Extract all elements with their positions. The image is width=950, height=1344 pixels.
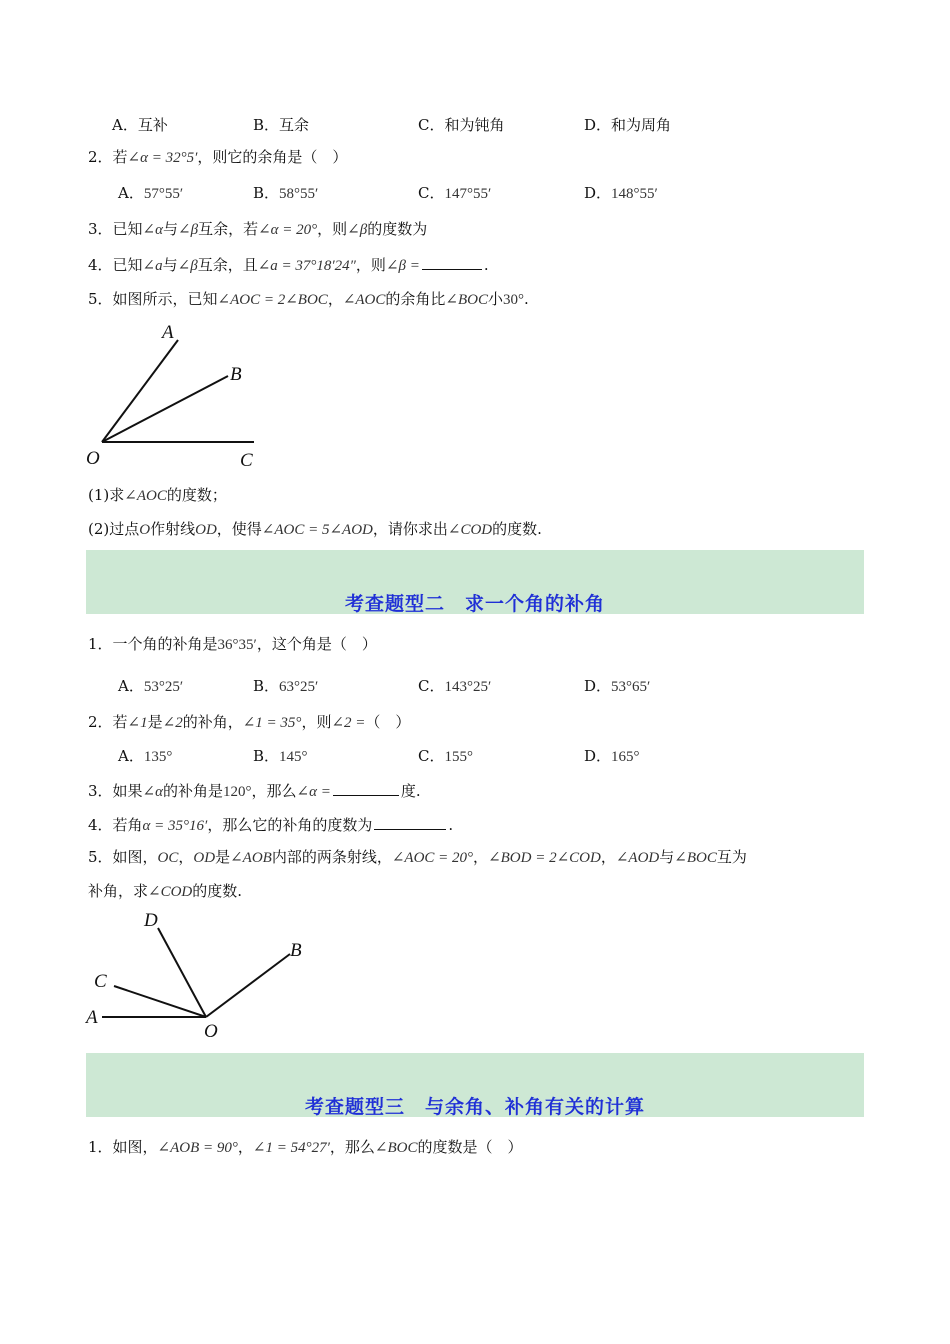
- answer-blank: [333, 781, 399, 796]
- ray-oa: [102, 340, 178, 442]
- s2-question-3: 3．如果∠α的补角是120°，那么∠α = 度.: [88, 782, 421, 800]
- question-5-part-1: (1)求∠AOC的度数；: [88, 486, 227, 504]
- s2q1-option-b: B．63°25′: [253, 677, 319, 695]
- s2q1-option-c: C．143°25′: [418, 677, 492, 695]
- question-5-part-2: (2)过点O作射线OD，使得∠AOC = 5∠AOD，请你求出∠COD的度数.: [88, 520, 542, 538]
- label-c: C: [240, 450, 253, 471]
- option-d: D．和为周角: [584, 116, 672, 134]
- angle-figure-2: [82, 906, 322, 1046]
- label-b: B: [290, 940, 302, 961]
- section-3-header: [86, 1053, 864, 1117]
- label-c: C: [94, 971, 107, 992]
- q2-option-a: A．57°55′: [118, 184, 184, 202]
- ray-ob: [206, 954, 290, 1017]
- s2-question-2: 2．若∠1是∠2的补角，∠1 = 35°，则∠2 =（ ）: [88, 713, 411, 731]
- option-a: A．互补: [112, 116, 168, 134]
- angle-figure-1: [80, 318, 280, 478]
- s2-question-5-line-2: 补角，求∠COD的度数.: [88, 882, 243, 900]
- section-2-header: [86, 550, 864, 614]
- s2-question-1: 1．一个角的补角是36°35′，这个角是（ ）: [88, 635, 377, 653]
- s2-question-4: 4．若角α = 35°16′，那么它的补角的度数为 .: [88, 816, 454, 834]
- label-o: O: [204, 1021, 218, 1042]
- option-c: C．和为钝角: [418, 116, 505, 134]
- s2q2-option-d: D．165°: [584, 747, 640, 765]
- s2q2-option-b: B．145°: [253, 747, 308, 765]
- label-d: D: [144, 910, 158, 931]
- section-3-title: 考查题型三 与余角、补角有关的计算: [304, 1096, 645, 1118]
- answer-blank: [374, 815, 446, 830]
- s2q1-option-d: D．53°65′: [584, 677, 651, 695]
- q2-option-c: C．147°55′: [418, 184, 492, 202]
- q2-option-b: B．58°55′: [253, 184, 319, 202]
- label-o: O: [86, 448, 100, 469]
- question-3: 3．已知∠α与∠β互余，若∠α = 20°，则∠β的度数为: [88, 220, 428, 238]
- option-b: B．互余: [253, 116, 310, 134]
- q2-option-d: D．148°55′: [584, 184, 658, 202]
- s2q1-option-a: A．53°25′: [118, 677, 184, 695]
- label-b: B: [230, 364, 242, 385]
- s2q2-option-c: C．155°: [418, 747, 473, 765]
- section-2-title: 考查题型二 求一个角的补角: [344, 593, 605, 615]
- answer-blank: [422, 255, 482, 270]
- s3-question-1: 1．如图，∠AOB = 90°，∠1 = 54°27′，那么∠BOC的度数是（ ）: [88, 1138, 523, 1156]
- question-4: 4．已知∠a与∠β互余，且∠a = 37°18′24″，则∠β = .: [88, 256, 489, 274]
- s2-question-5: 5．如图，OC，OD是∠AOB内部的两条射线，∠AOC = 20°，∠BOD = 2∠COD，∠AOD与∠BOC互为: [88, 848, 747, 866]
- s2q2-option-a: A．135°: [118, 747, 173, 765]
- question-5: 5．如图所示，已知∠AOC = 2∠BOC，∠AOC的余角比∠BOC小30°.: [88, 290, 529, 308]
- ray-ob: [102, 376, 228, 442]
- label-a: A: [86, 1007, 98, 1028]
- label-a: A: [162, 322, 174, 343]
- question-2: 2．若∠α = 32°5′，则它的余角是（ ）: [88, 148, 348, 166]
